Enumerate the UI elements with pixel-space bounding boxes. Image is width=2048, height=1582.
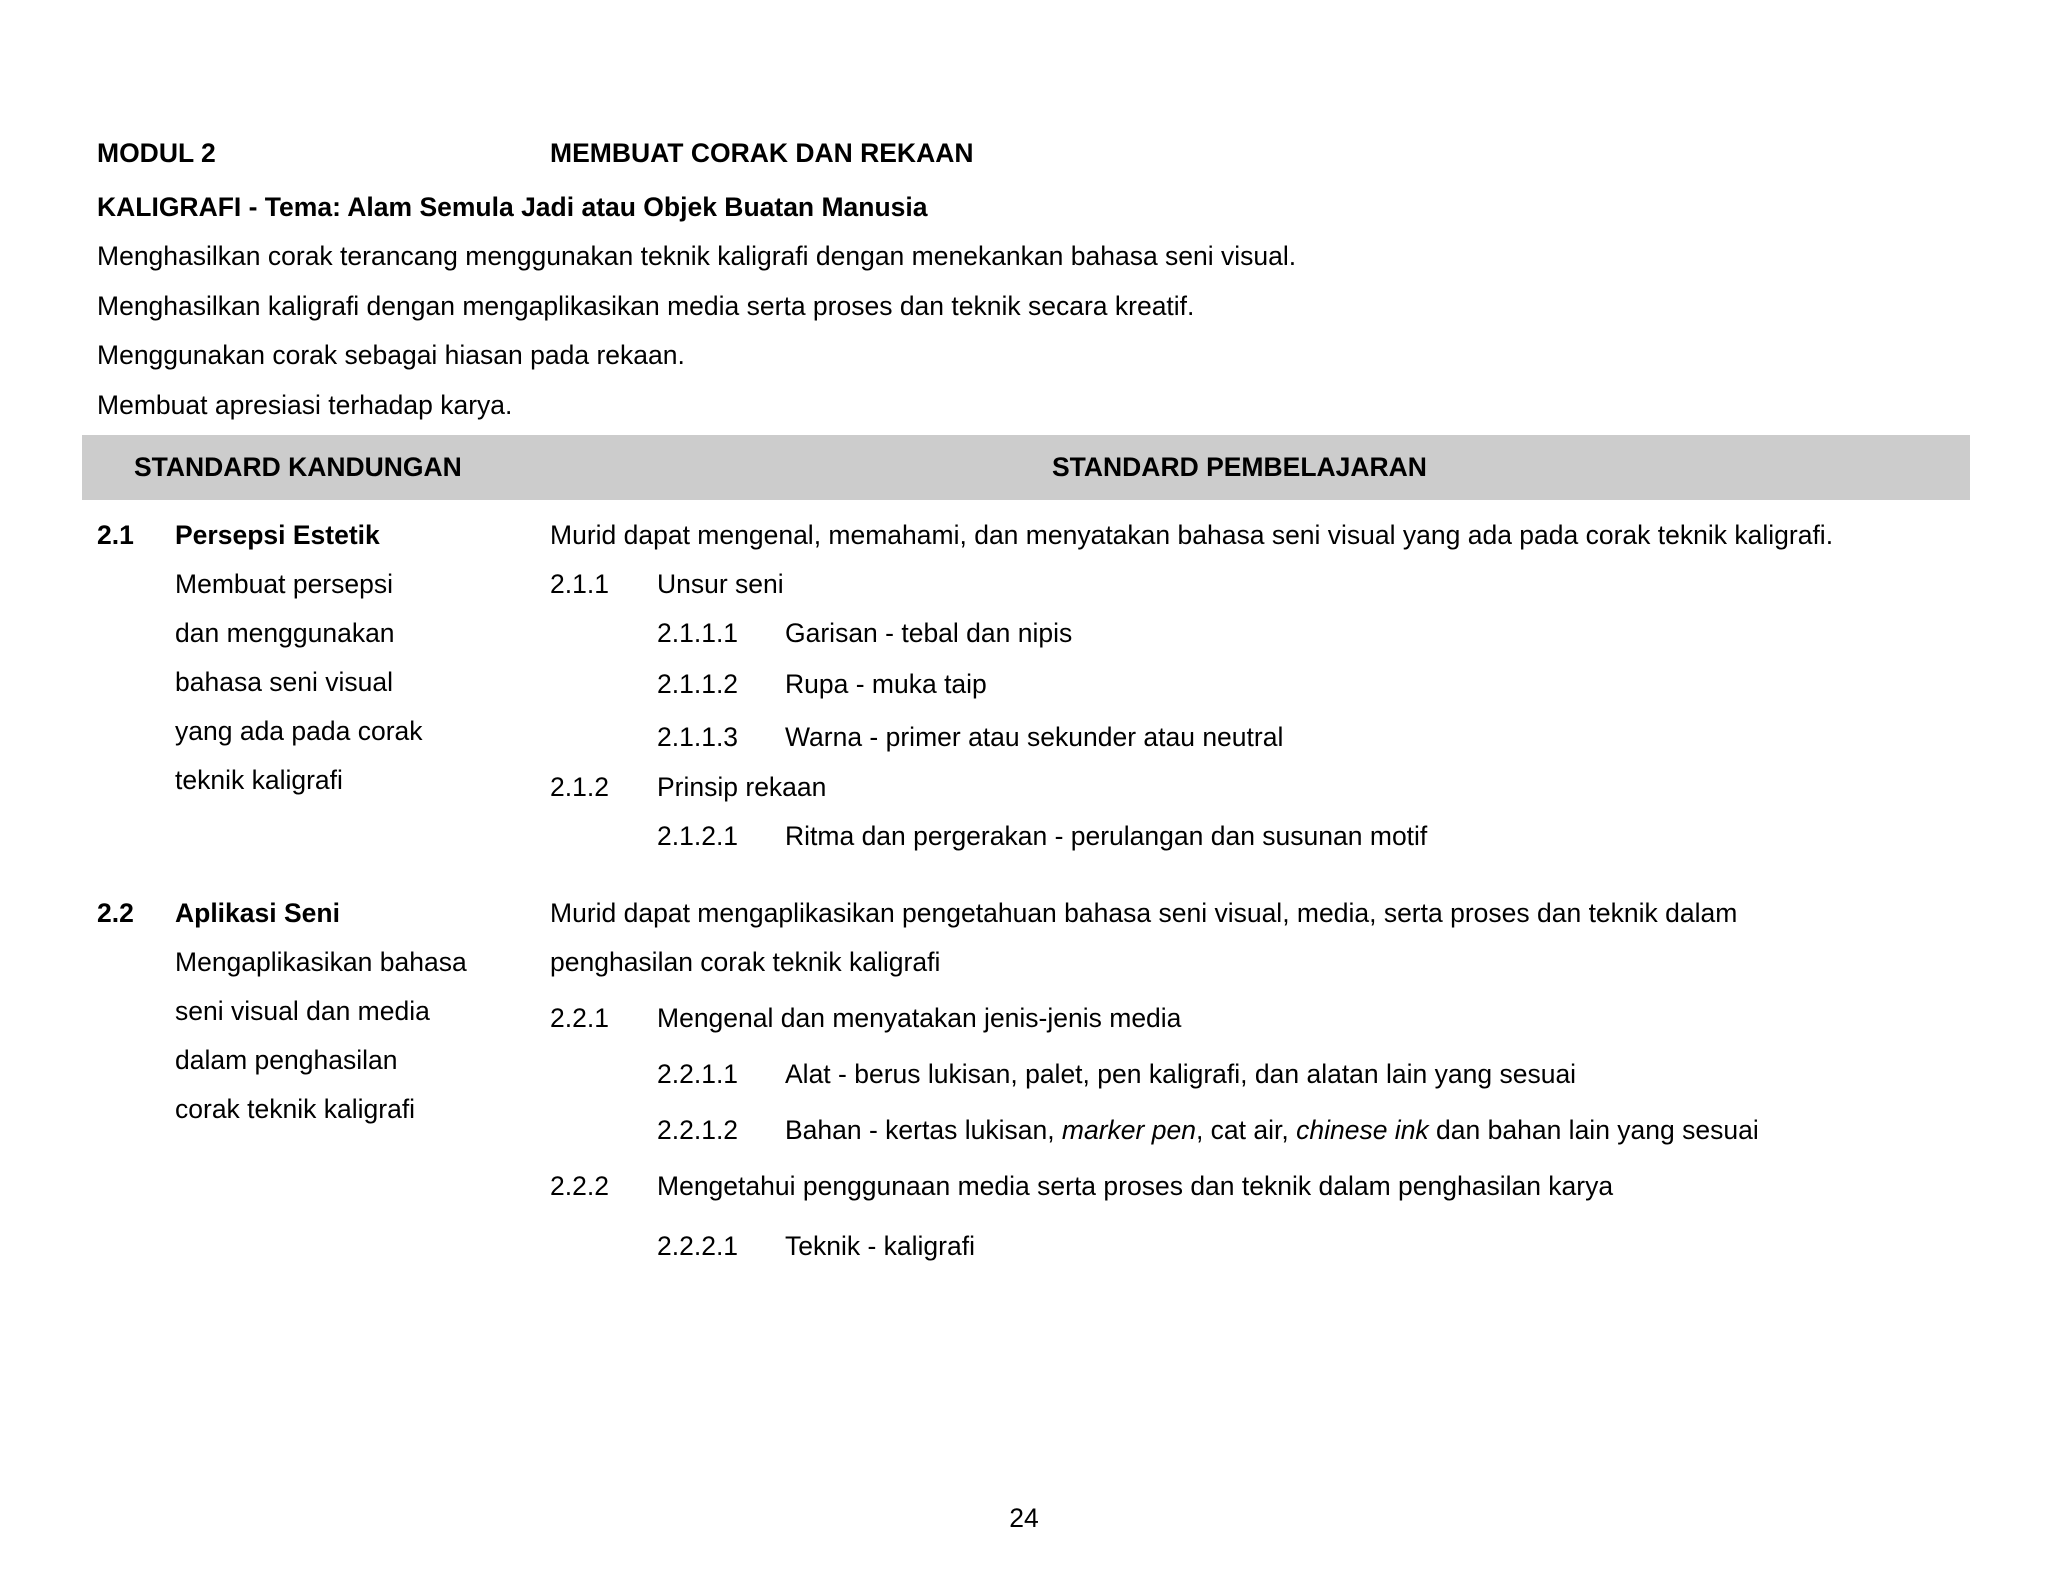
item-number: 2.2.2.1 <box>657 1231 739 1261</box>
objective-4: Membuat apresiasi terhadap karya. <box>97 390 513 420</box>
item-text: Garisan - tebal dan nipis <box>785 618 1073 648</box>
item-text-part: dan bahan lain yang sesuai <box>1428 1115 1759 1145</box>
item-text <box>785 1115 1759 1147</box>
item-text: Mengetahui penggunaan media serta proses dan teknik dalam penghasilan karya <box>657 1171 1614 1201</box>
item-text: Mengenal dan menyatakan jenis-jenis media <box>657 1003 1182 1033</box>
section-2-1-desc-line: dan menggunakan <box>175 618 395 648</box>
header-standard-pembelajaran: STANDARD PEMBELAJARAN <box>1052 452 1427 482</box>
section-2-2-number: 2.2 <box>97 898 134 928</box>
item-number: 2.2.1.2 <box>657 1115 739 1145</box>
item-number: 2.2.1.1 <box>657 1059 739 1089</box>
item-text-italic: marker pen <box>1061 1115 1196 1145</box>
item-text: Warna - primer atau sekunder atau neutral <box>785 722 1284 752</box>
item-number: 2.1.1.2 <box>657 669 739 699</box>
section-2-2-desc-line: seni visual dan media <box>175 996 430 1026</box>
header-standard-kandungan: STANDARD KANDUNGAN <box>134 452 462 482</box>
item-number: 2.2.1 <box>550 1003 609 1033</box>
section-2-2-intro-line: Murid dapat mengaplikasikan pengetahuan bahasa seni visual, media, serta proses dan teknik dalam <box>550 898 1738 928</box>
page-number: 24 <box>1009 1503 1039 1533</box>
item-text: Prinsip rekaan <box>657 772 827 802</box>
item-text: Rupa - muka taip <box>785 669 987 699</box>
section-2-2-desc-line: corak teknik kaligrafi <box>175 1094 416 1124</box>
item-number: 2.1.1 <box>550 569 609 599</box>
item-text-italic: chinese ink <box>1296 1115 1429 1145</box>
table-header <box>82 435 1970 500</box>
objective-1: Menghasilkan corak terancang menggunakan teknik kaligrafi dengan menekankan bahasa seni visual. <box>97 241 1297 271</box>
item-text: Teknik - kaligrafi <box>785 1231 975 1261</box>
section-2-2-intro-line: penghasilan corak teknik kaligrafi <box>550 947 941 977</box>
item-text: Ritma dan pergerakan - perulangan dan susunan motif <box>785 821 1428 851</box>
item-text: Alat - berus lukisan, palet, pen kaligrafi, dan alatan lain yang sesuai <box>785 1059 1577 1089</box>
item-text: Unsur seni <box>657 569 784 599</box>
item-text-part: , cat air, <box>1195 1115 1297 1145</box>
section-2-1-intro: Murid dapat mengenal, memahami, dan menyatakan bahasa seni visual yang ada pada corak teknik kaligrafi. <box>550 520 1834 550</box>
item-number: 2.1.2 <box>550 772 609 802</box>
section-2-1-desc-line: bahasa seni visual <box>175 667 394 697</box>
item-number: 2.1.1.1 <box>657 618 739 648</box>
objective-3: Menggunakan corak sebagai hiasan pada rekaan. <box>97 340 685 370</box>
section-2-2-desc-line: Mengaplikasikan bahasa <box>175 947 467 977</box>
section-2-1-desc-line: yang ada pada corak <box>175 716 423 746</box>
item-number: 2.1.1.3 <box>657 722 739 752</box>
theme-heading: KALIGRAFI - Tema: Alam Semula Jadi atau Objek Buatan Manusia <box>97 192 928 222</box>
objective-2: Menghasilkan kaligrafi dengan mengaplikasikan media serta proses dan teknik secara kreatif. <box>97 291 1195 321</box>
section-2-1-title: Persepsi Estetik <box>175 520 380 550</box>
section-2-1-desc-line: Membuat persepsi <box>175 569 393 599</box>
item-text-part: Bahan - kertas lukisan, <box>785 1115 1062 1145</box>
section-2-2-title: Aplikasi Seni <box>175 898 340 928</box>
section-2-1-desc-line: teknik kaligrafi <box>175 765 343 795</box>
module-title: MEMBUAT CORAK DAN REKAAN <box>550 138 974 168</box>
section-2-2-desc-line: dalam penghasilan <box>175 1045 398 1075</box>
item-number: 2.2.2 <box>550 1171 609 1201</box>
module-label: MODUL 2 <box>97 138 216 168</box>
section-2-1-number: 2.1 <box>97 520 134 550</box>
item-number: 2.1.2.1 <box>657 821 739 851</box>
